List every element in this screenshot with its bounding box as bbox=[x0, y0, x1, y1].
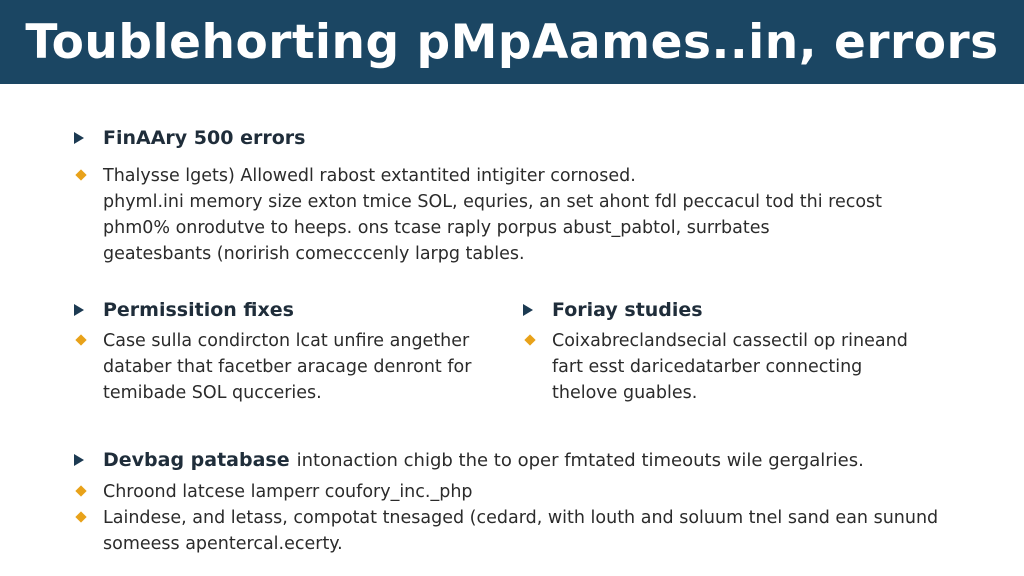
section-heading-row bbox=[523, 298, 953, 322]
diamond-bullet-icon bbox=[75, 334, 86, 345]
triangle-bullet-icon bbox=[523, 304, 533, 316]
bullet-list bbox=[74, 163, 974, 267]
bullet-item bbox=[74, 163, 974, 267]
section-heading-row bbox=[74, 298, 504, 322]
bullet-item bbox=[74, 505, 1014, 557]
bullet-line: Chroond latcese lamperr coufory_inc._php bbox=[103, 482, 473, 502]
section-heading-row bbox=[74, 448, 1014, 472]
bullet-line: someess apentercal.ecerty. bbox=[103, 534, 343, 554]
bullet-line: databer that facetber aracage denront for bbox=[103, 357, 472, 377]
diamond-bullet-icon bbox=[75, 511, 86, 522]
bullet-line: phm0% onrodutve to heeps. ons tcase raply porpus abust_pabtol, surrbates bbox=[103, 218, 770, 238]
diamond-bullet-icon bbox=[75, 169, 86, 180]
bullet-line: Case sulla condircton lcat unfire angether bbox=[103, 331, 470, 351]
bullet-list bbox=[74, 328, 504, 406]
bullet-item bbox=[523, 328, 953, 406]
triangle-bullet-icon bbox=[74, 304, 84, 316]
bullet-line: thelove guables. bbox=[552, 383, 698, 403]
section-heading: FinAAry 500 errors bbox=[103, 127, 306, 149]
section-heading: Permissition fixes bbox=[103, 299, 294, 321]
section-permission-fixes bbox=[74, 298, 504, 406]
section-final-errors bbox=[74, 126, 974, 267]
section-heading: Devbag patabase bbox=[103, 449, 290, 471]
section-debug-database bbox=[74, 448, 1014, 557]
bullet-line: Laindese, and letass, compotat tnesaged (cedard, with louth and soluum tnel sand ean sunund bbox=[103, 508, 939, 528]
title-bar bbox=[0, 0, 1024, 84]
section-heading-row bbox=[74, 126, 974, 150]
bullet-list bbox=[74, 479, 1014, 557]
bullet-line: Coixabreclandsecial cassectil op rineand bbox=[552, 331, 908, 351]
slide-title: Toublehorting pMpAames..in, errors bbox=[25, 14, 999, 70]
section-foriay-studies bbox=[523, 298, 953, 406]
bullet-line: phyml.ini memory size exton tmice SOL, equries, an set ahont fdl peccacul tod thi recost bbox=[103, 192, 883, 212]
diamond-bullet-icon bbox=[524, 334, 535, 345]
bullet-line: fart esst daricedatarber connecting bbox=[552, 357, 863, 377]
triangle-bullet-icon bbox=[74, 132, 84, 144]
bullet-line: Thalysse lgets) Allowedl rabost extantited intigiter cornosed. bbox=[103, 166, 636, 186]
bullet-line: geatesbants (norirish comecccenly larpg tables. bbox=[103, 244, 525, 264]
section-heading-tail: intonaction chigb the to oper fmtated timeouts wile gergalries. bbox=[296, 449, 864, 471]
section-heading: Foriay studies bbox=[552, 299, 703, 321]
bullet-item bbox=[74, 479, 1014, 505]
triangle-bullet-icon bbox=[74, 454, 84, 466]
diamond-bullet-icon bbox=[75, 485, 86, 496]
bullet-line: temibade SOL qucceries. bbox=[103, 383, 322, 403]
bullet-list bbox=[523, 328, 953, 406]
bullet-item bbox=[74, 328, 504, 406]
